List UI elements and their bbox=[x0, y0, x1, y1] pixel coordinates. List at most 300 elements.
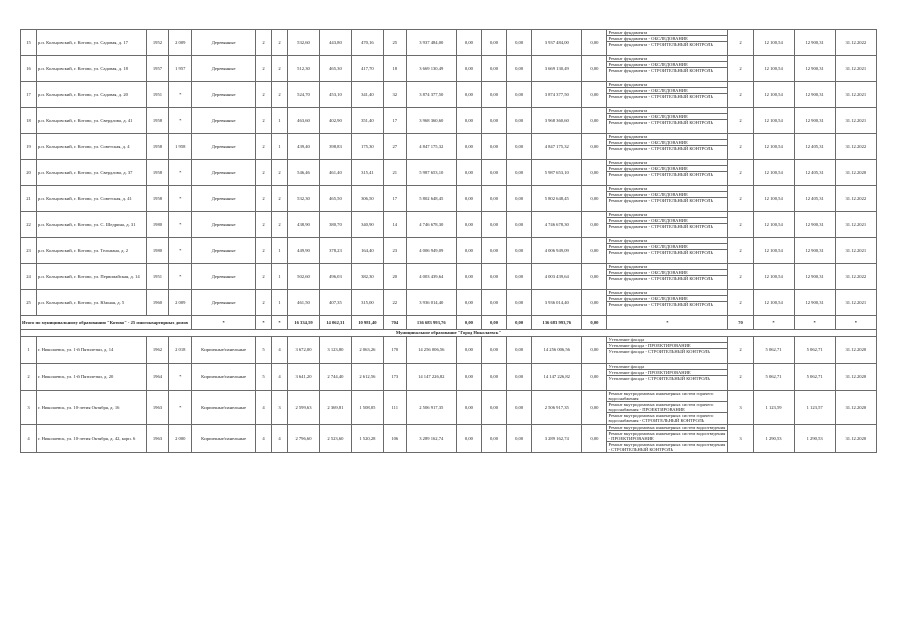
unit-cost-cell: 12 100,54 bbox=[753, 108, 794, 134]
max-unit-cost-cell: 12 900,31 bbox=[794, 238, 835, 264]
cost-total-cell: 3 874 377,50 bbox=[406, 82, 456, 108]
city-rows bbox=[21, 337, 877, 453]
nonres-area-cell: 417,70 bbox=[351, 56, 383, 82]
unit-cost-cell: 12 100,54 bbox=[753, 82, 794, 108]
residents-cell: 27 bbox=[383, 134, 406, 160]
unit-cost-cell: 12 100,54 bbox=[753, 290, 794, 316]
work-item: Утепление фасада - СТРОИТЕЛЬНЫЙ КОНТРОЛЬ bbox=[608, 376, 711, 382]
floors-cell: 2 bbox=[256, 56, 272, 82]
total-works: * bbox=[607, 316, 728, 330]
year-built-cell: 1958 bbox=[146, 108, 169, 134]
cost-total-cell: 3 937 484,00 bbox=[406, 30, 456, 56]
row-number-cell: 17 bbox=[21, 82, 37, 108]
living-area-cell: 496,03 bbox=[319, 264, 351, 290]
residents-cell: 23 bbox=[383, 238, 406, 264]
cost-col-2-cell: 0,00 bbox=[481, 160, 506, 186]
cost-col-4-cell: 0,00 bbox=[582, 290, 607, 316]
total-area-cell: 3 641,20 bbox=[288, 364, 320, 391]
work-item: Ремонт фундамента bbox=[607, 264, 727, 270]
residents-cell: 17 bbox=[383, 108, 406, 134]
cost-total-cell: 2 506 917,35 bbox=[406, 391, 456, 425]
work-item: Утепление фасада - ПРОЕКТИРОВАНИЕ bbox=[607, 343, 727, 349]
units-cell: 2 bbox=[728, 290, 753, 316]
works-list-cell bbox=[607, 337, 728, 364]
cost-total-cell: 4 847 175,32 bbox=[406, 134, 456, 160]
cost-col-4-cell: 0,00 bbox=[582, 212, 607, 238]
wall-material-cell: Кирпичные/панельные bbox=[192, 364, 256, 391]
work-item: Ремонт фундамента bbox=[607, 134, 727, 140]
nonres-area-cell: 1 508,05 bbox=[351, 391, 383, 425]
works-list-cell bbox=[607, 30, 728, 56]
cost-col-1-cell: 0,00 bbox=[456, 108, 481, 134]
cost-col-3-cell: 0,00 bbox=[507, 238, 532, 264]
unit-cost-cell: 12 100,54 bbox=[753, 30, 794, 56]
unit-cost-cell: 12 100,54 bbox=[753, 160, 794, 186]
work-item: Ремонт внутридомовых инженерных систем горячего водоснабжения bbox=[607, 391, 727, 402]
row-number-cell: 19 bbox=[21, 134, 37, 160]
nonres-area-cell: 340,90 bbox=[351, 212, 383, 238]
deadline-cell: 31.12.2020 bbox=[835, 337, 876, 364]
address-cell: р.п. Кольцовский, г. Котово, ул. Советская, д. 41 bbox=[36, 186, 146, 212]
work-item: Ремонт фундамента bbox=[607, 160, 727, 166]
residents-cell: 25 bbox=[383, 30, 406, 56]
cost-col-2-cell: 0,00 bbox=[481, 82, 506, 108]
work-item: Ремонт фундамента bbox=[607, 186, 727, 192]
wall-material-cell: Кирпичные/панельные bbox=[192, 391, 256, 425]
works-stack bbox=[607, 337, 727, 354]
nonres-area-cell: 315,00 bbox=[351, 290, 383, 316]
wall-material-cell: Деревянные bbox=[192, 82, 256, 108]
total-area-cell: 2 599,63 bbox=[288, 391, 320, 425]
year-overhaul-cell: 1 957 bbox=[169, 56, 192, 82]
year-overhaul-cell: 2 018 bbox=[169, 337, 192, 364]
nonres-area-cell: 315,41 bbox=[351, 160, 383, 186]
unit-cost-cell: 12 100,54 bbox=[753, 212, 794, 238]
address-cell: р.п. Кольцовский, г. Котово, ул. Садовая, д. 18 bbox=[36, 56, 146, 82]
table-row bbox=[21, 238, 877, 264]
table-row bbox=[21, 337, 877, 364]
nonres-area-cell: 306,50 bbox=[351, 186, 383, 212]
living-area-cell: 461,40 bbox=[319, 160, 351, 186]
cost-col-1-cell: 0,00 bbox=[456, 364, 481, 391]
living-area-cell: 2 369,81 bbox=[319, 391, 351, 425]
cost-owners-cell: 3 289 162,74 bbox=[532, 424, 582, 452]
nonres-area-cell: 2 612,56 bbox=[351, 364, 383, 391]
works-list-cell bbox=[607, 134, 728, 160]
work-item: Ремонт фундамента bbox=[607, 212, 727, 218]
living-area-cell: 3 123,80 bbox=[319, 337, 351, 364]
total-area-cell: 3 672,00 bbox=[288, 337, 320, 364]
deadline-cell: 31.12.2020 bbox=[835, 160, 876, 186]
address-cell: р.п. Кольцовский, г. Котово, ул. Тельмана, д. 2 bbox=[36, 238, 146, 264]
wall-material-cell: Кирпичные/панельные bbox=[192, 337, 256, 364]
row-number-cell: 18 bbox=[21, 108, 37, 134]
max-unit-cost-cell: 5 062,71 bbox=[794, 337, 835, 364]
cost-col-3-cell: 0,00 bbox=[507, 82, 532, 108]
max-unit-cost-cell: 12 900,31 bbox=[794, 30, 835, 56]
floors-cell: 2 bbox=[256, 264, 272, 290]
cost-col-2-cell: 0,00 bbox=[481, 264, 506, 290]
row-number-cell: 3 bbox=[21, 391, 37, 425]
works-list-cell bbox=[607, 264, 728, 290]
living-area-cell: 402,90 bbox=[319, 108, 351, 134]
work-item: Ремонт фундамента - СТРОИТЕЛЬНЫЙ КОНТРОЛЬ bbox=[608, 42, 714, 48]
table-row bbox=[21, 212, 877, 238]
living-area-cell: 2 744,40 bbox=[319, 364, 351, 391]
work-item: Утепление фасада bbox=[607, 364, 727, 370]
total-nonres-area: 10 981,40 bbox=[351, 316, 383, 330]
works-list-cell bbox=[607, 56, 728, 82]
section-title: Муниципальное образование "Город Николаевск" bbox=[21, 330, 877, 337]
total-area-cell: 463,60 bbox=[288, 108, 320, 134]
row-number-cell: 23 bbox=[21, 238, 37, 264]
cost-col-1-cell: 0,00 bbox=[456, 134, 481, 160]
total-c2: 0,00 bbox=[481, 316, 506, 330]
cost-total-cell: 14 256 006,56 bbox=[406, 337, 456, 364]
works-list-cell bbox=[607, 160, 728, 186]
cost-col-2-cell: 0,00 bbox=[481, 108, 506, 134]
work-item: Ремонт внутридомовых инженерных систем водоотведения bbox=[607, 425, 727, 431]
cost-col-2-cell: 0,00 bbox=[481, 212, 506, 238]
floors-cell: 2 bbox=[256, 82, 272, 108]
table-row bbox=[21, 264, 877, 290]
total-area-cell: 461,50 bbox=[288, 290, 320, 316]
table-row bbox=[21, 30, 877, 56]
cost-col-1-cell: 0,00 bbox=[456, 186, 481, 212]
cost-col-2-cell: 0,00 bbox=[481, 337, 506, 364]
year-built-cell: 1962 bbox=[146, 337, 169, 364]
wall-material-cell: Деревянные bbox=[192, 212, 256, 238]
year-built-cell: 1958 bbox=[146, 186, 169, 212]
entrances-cell: 2 bbox=[272, 160, 288, 186]
units-cell: 2 bbox=[728, 30, 753, 56]
row-number-cell: 15 bbox=[21, 30, 37, 56]
cost-owners-cell: 14 256 006,56 bbox=[532, 337, 582, 364]
cost-col-4-cell: 0,00 bbox=[582, 424, 607, 452]
total-entrances: * bbox=[272, 316, 288, 330]
cost-col-2-cell: 0,00 bbox=[481, 186, 506, 212]
row-number-cell: 4 bbox=[21, 424, 37, 452]
wall-material-cell: Кирпичные/панельные bbox=[192, 424, 256, 452]
row-number-cell: 24 bbox=[21, 264, 37, 290]
table-row bbox=[21, 108, 877, 134]
floors-cell: 2 bbox=[256, 186, 272, 212]
work-item: Ремонт фундамента bbox=[607, 108, 727, 114]
year-built-cell: 1964 bbox=[146, 364, 169, 391]
work-item: Утепление фасада - СТРОИТЕЛЬНЫЙ КОНТРОЛЬ bbox=[608, 349, 711, 355]
work-item: Ремонт внутридомовых инженерных систем горячего водоснабжения - СТРОИТЕЛЬНЫЙ КОНТРОЛЬ bbox=[608, 413, 714, 424]
floors-cell: 2 bbox=[256, 134, 272, 160]
year-overhaul-cell: * bbox=[169, 364, 192, 391]
year-overhaul-cell: * bbox=[169, 82, 192, 108]
living-area-cell: 2 523,60 bbox=[319, 424, 351, 452]
cost-col-4-cell: 0,00 bbox=[582, 82, 607, 108]
deadline-cell: 31.12.2022 bbox=[835, 134, 876, 160]
cost-col-3-cell: 0,00 bbox=[507, 186, 532, 212]
work-item: Ремонт фундамента bbox=[607, 82, 727, 88]
works-stack bbox=[607, 160, 727, 177]
units-cell: 3 bbox=[728, 391, 753, 425]
units-cell: 2 bbox=[728, 264, 753, 290]
total-area-cell: 438,90 bbox=[288, 212, 320, 238]
cost-owners-cell: 5 987 653,10 bbox=[532, 160, 582, 186]
cost-col-2-cell: 0,00 bbox=[481, 424, 506, 452]
entrances-cell: 4 bbox=[272, 424, 288, 452]
work-item: Ремонт внутридомовых инженерных систем горячего водоснабжения - ПРОЕКТИРОВАНИЕ bbox=[607, 402, 727, 413]
cost-owners-cell: 4 006 949,09 bbox=[532, 238, 582, 264]
unit-cost-cell: 12 100,54 bbox=[753, 264, 794, 290]
cost-col-4-cell: 0,00 bbox=[582, 186, 607, 212]
year-overhaul-cell: * bbox=[169, 212, 192, 238]
cost-col-4-cell: 0,00 bbox=[582, 160, 607, 186]
total-area: 16 334,59 bbox=[288, 316, 320, 330]
year-built-cell: 1958 bbox=[146, 134, 169, 160]
entrances-cell: 3 bbox=[272, 391, 288, 425]
cost-col-4-cell: 0,00 bbox=[582, 30, 607, 56]
work-item: Ремонт фундамента - ОБСЛЕДОВАНИЕ bbox=[607, 244, 727, 250]
year-built-cell: 1951 bbox=[146, 82, 169, 108]
address-cell: г. Николаевск, ул. 10-летия Октября, д. 42, корп. 6 bbox=[36, 424, 146, 452]
work-item: Ремонт фундамента - СТРОИТЕЛЬНЫЙ КОНТРОЛЬ bbox=[608, 224, 714, 230]
cost-col-2-cell: 0,00 bbox=[481, 391, 506, 425]
cost-total-cell: 4 003 439,64 bbox=[406, 264, 456, 290]
housing-register-table bbox=[20, 29, 877, 453]
works-list-cell bbox=[607, 238, 728, 264]
max-unit-cost-cell: 1 123,57 bbox=[794, 391, 835, 425]
residents-cell: 173 bbox=[383, 364, 406, 391]
deadline-cell: 31.12.2021 bbox=[835, 56, 876, 82]
row-number-cell: 16 bbox=[21, 56, 37, 82]
cost-col-2-cell: 0,00 bbox=[481, 364, 506, 391]
table-row bbox=[21, 160, 877, 186]
entrances-cell: 2 bbox=[272, 56, 288, 82]
cost-col-3-cell: 0,00 bbox=[507, 134, 532, 160]
cost-total-cell: 5 987 653,10 bbox=[406, 160, 456, 186]
cost-owners-cell: 3 937 484,00 bbox=[532, 30, 582, 56]
entrances-cell: 1 bbox=[272, 264, 288, 290]
total-max-cost: * bbox=[794, 316, 835, 330]
work-item: Ремонт фундамента - ОБСЛЕДОВАНИЕ bbox=[607, 192, 727, 198]
year-overhaul-cell: * bbox=[169, 264, 192, 290]
cost-col-3-cell: 0,00 bbox=[507, 290, 532, 316]
work-item: Ремонт фундамента - СТРОИТЕЛЬНЫЙ КОНТРОЛЬ bbox=[608, 146, 714, 152]
total-area-cell: 532,30 bbox=[288, 186, 320, 212]
entrances-cell: 2 bbox=[272, 186, 288, 212]
nonres-area-cell: 351,40 bbox=[351, 108, 383, 134]
total-area-cell: 449,90 bbox=[288, 238, 320, 264]
max-unit-cost-cell: 1 290,53 bbox=[794, 424, 835, 452]
nonres-area-cell: 470,16 bbox=[351, 30, 383, 56]
wall-material-cell: Деревянные bbox=[192, 56, 256, 82]
total-wall: * bbox=[192, 316, 256, 330]
max-unit-cost-cell: 12 900,31 bbox=[794, 108, 835, 134]
total-row bbox=[21, 316, 877, 330]
wall-material-cell: Деревянные bbox=[192, 264, 256, 290]
address-cell: г. Николаевск, ул. 10-летия Октября, д. 16 bbox=[36, 391, 146, 425]
residents-cell: 106 bbox=[383, 424, 406, 452]
table-row bbox=[21, 364, 877, 391]
cost-col-1-cell: 0,00 bbox=[456, 82, 481, 108]
floors-cell: 2 bbox=[256, 212, 272, 238]
cost-owners-cell: 4 746 678,30 bbox=[532, 212, 582, 238]
works-list-cell bbox=[607, 364, 728, 391]
cost-col-1-cell: 0,00 bbox=[456, 56, 481, 82]
deadline-cell: 31.12.2021 bbox=[835, 212, 876, 238]
section-row bbox=[21, 330, 877, 337]
table-row bbox=[21, 186, 877, 212]
year-overhaul-cell: * bbox=[169, 238, 192, 264]
residents-cell: 21 bbox=[383, 160, 406, 186]
row-number-cell: 25 bbox=[21, 290, 37, 316]
works-list-cell bbox=[607, 290, 728, 316]
residents-cell: 17 bbox=[383, 186, 406, 212]
total-living-area: 14 062,31 bbox=[319, 316, 351, 330]
units-cell: 2 bbox=[728, 364, 753, 391]
unit-cost-cell: 12 100,54 bbox=[753, 134, 794, 160]
year-overhaul-cell: 1 958 bbox=[169, 134, 192, 160]
cost-col-1-cell: 0,00 bbox=[456, 212, 481, 238]
year-overhaul-cell: 2 009 bbox=[169, 290, 192, 316]
floors-cell: 2 bbox=[256, 30, 272, 56]
total-area-cell: 532,60 bbox=[288, 30, 320, 56]
unit-cost-cell: 5 062,71 bbox=[753, 364, 794, 391]
unit-cost-cell: 1 290,53 bbox=[753, 424, 794, 452]
register-sheet bbox=[20, 29, 877, 453]
nonres-area-cell: 2 063,26 bbox=[351, 337, 383, 364]
floors-cell: 2 bbox=[256, 160, 272, 186]
work-item: Ремонт фундамента - СТРОИТЕЛЬНЫЙ КОНТРОЛЬ bbox=[608, 302, 714, 308]
works-stack bbox=[607, 56, 727, 73]
work-item: Ремонт фундамента - СТРОИТЕЛЬНЫЙ КОНТРОЛЬ bbox=[608, 250, 714, 256]
max-unit-cost-cell: 5 062,71 bbox=[794, 364, 835, 391]
floors-cell: 2 bbox=[256, 290, 272, 316]
cost-col-3-cell: 0,00 bbox=[507, 212, 532, 238]
works-stack bbox=[607, 82, 727, 99]
total-area-cell: 512,30 bbox=[288, 56, 320, 82]
year-overhaul-cell: * bbox=[169, 186, 192, 212]
total-floors: * bbox=[256, 316, 272, 330]
total-residents: 704 bbox=[383, 316, 406, 330]
wall-material-cell: Деревянные bbox=[192, 238, 256, 264]
table-row bbox=[21, 82, 877, 108]
living-area-cell: 380,70 bbox=[319, 212, 351, 238]
units-cell: 2 bbox=[728, 56, 753, 82]
deadline-cell: 31.12.2022 bbox=[835, 30, 876, 56]
cost-col-1-cell: 0,00 bbox=[456, 30, 481, 56]
year-built-cell: 1980 bbox=[146, 238, 169, 264]
work-item: Утепление фасада - ПРОЕКТИРОВАНИЕ bbox=[607, 370, 727, 376]
cost-col-4-cell: 0,00 bbox=[582, 108, 607, 134]
wall-material-cell: Деревянные bbox=[192, 186, 256, 212]
works-stack bbox=[607, 238, 727, 255]
living-area-cell: 465,50 bbox=[319, 186, 351, 212]
work-item: Ремонт фундамента - СТРОИТЕЛЬНЫЙ КОНТРОЛЬ bbox=[608, 198, 714, 204]
total-units: 70 bbox=[728, 316, 753, 330]
cost-col-4-cell: 0,00 bbox=[582, 391, 607, 425]
settlement-rows bbox=[21, 30, 877, 316]
deadline-cell: 31.12.2021 bbox=[835, 108, 876, 134]
units-cell: 3 bbox=[728, 424, 753, 452]
works-list-cell bbox=[607, 82, 728, 108]
cost-col-1-cell: 0,00 bbox=[456, 337, 481, 364]
deadline-cell: 31.12.2022 bbox=[835, 186, 876, 212]
deadline-cell: 31.12.2020 bbox=[835, 424, 876, 452]
floors-cell: 4 bbox=[256, 391, 272, 425]
work-item: Ремонт внутридомовых инженерных систем водоотведения - СТРОИТЕЛЬНЫЙ КОНТРОЛЬ bbox=[608, 441, 726, 452]
cost-owners-cell: 4 847 175,32 bbox=[532, 134, 582, 160]
table-row bbox=[21, 134, 877, 160]
cost-owners-cell: 2 506 917,35 bbox=[532, 391, 582, 425]
unit-cost-cell: 5 062,71 bbox=[753, 337, 794, 364]
year-built-cell: 1951 bbox=[146, 264, 169, 290]
total-area-cell: 439,40 bbox=[288, 134, 320, 160]
work-item: Ремонт фундамента - СТРОИТЕЛЬНЫЙ КОНТРОЛЬ bbox=[608, 120, 714, 126]
max-unit-cost-cell: 12 900,31 bbox=[794, 56, 835, 82]
address-cell: р.п. Кольцовский, г. Котово, ул. Садовая, д. 20 bbox=[36, 82, 146, 108]
works-stack bbox=[607, 425, 727, 452]
work-item: Ремонт фундамента - ОБСЛЕДОВАНИЕ bbox=[607, 114, 727, 120]
works-list-cell bbox=[607, 424, 728, 452]
unit-cost-cell: 12 100,54 bbox=[753, 56, 794, 82]
max-unit-cost-cell: 12 900,31 bbox=[794, 264, 835, 290]
cost-owners-cell: 3 874 377,50 bbox=[532, 82, 582, 108]
deadline-cell: 31.12.2022 bbox=[835, 264, 876, 290]
deadline-cell: 31.12.2020 bbox=[835, 391, 876, 425]
units-cell: 2 bbox=[728, 212, 753, 238]
entrances-cell: 1 bbox=[272, 238, 288, 264]
living-area-cell: 465,30 bbox=[319, 56, 351, 82]
residents-cell: 22 bbox=[383, 290, 406, 316]
work-item: Ремонт внутридомовых инженерных систем водоотведения - ПРОЕКТИРОВАНИЕ bbox=[607, 431, 727, 442]
cost-col-3-cell: 0,00 bbox=[507, 364, 532, 391]
works-stack bbox=[607, 134, 727, 151]
cost-col-2-cell: 0,00 bbox=[481, 238, 506, 264]
entrances-cell: 2 bbox=[272, 82, 288, 108]
wall-material-cell: Деревянные bbox=[192, 30, 256, 56]
total-label: Итого по муниципальному образованию "Котово" - 25 многоквартирных домов bbox=[21, 316, 192, 330]
floors-cell: 2 bbox=[256, 108, 272, 134]
wall-material-cell: Деревянные bbox=[192, 134, 256, 160]
address-cell: р.п. Кольцовский, г. Котово, ул. Первомайская, д. 14 bbox=[36, 264, 146, 290]
floors-cell: 5 bbox=[256, 337, 272, 364]
table-row bbox=[21, 56, 877, 82]
floors-cell: 5 bbox=[256, 364, 272, 391]
works-stack bbox=[607, 290, 727, 307]
cost-owners-cell: 3 936 014,40 bbox=[532, 290, 582, 316]
address-cell: р.п. Кольцовский, г. Котово, ул. Советская, д. 4 bbox=[36, 134, 146, 160]
year-built-cell: 1957 bbox=[146, 56, 169, 82]
entrances-cell: 4 bbox=[272, 364, 288, 391]
residents-cell: 170 bbox=[383, 337, 406, 364]
address-cell: г. Николаевск, ул. 1-й Пятилетки, д. 14 bbox=[36, 337, 146, 364]
nonres-area-cell: 164,40 bbox=[351, 238, 383, 264]
living-area-cell: 453,10 bbox=[319, 82, 351, 108]
works-stack bbox=[607, 391, 727, 424]
residents-cell: 111 bbox=[383, 391, 406, 425]
works-stack bbox=[607, 108, 727, 125]
cost-col-4-cell: 0,00 bbox=[582, 56, 607, 82]
cost-col-4-cell: 0,00 bbox=[582, 337, 607, 364]
year-overhaul-cell: * bbox=[169, 391, 192, 425]
work-item: Ремонт фундамента bbox=[607, 290, 727, 296]
table-row bbox=[21, 290, 877, 316]
cost-owners-cell: 3 669 130,49 bbox=[532, 56, 582, 82]
total-cost-owners: 136 683 993,76 bbox=[532, 316, 582, 330]
row-number-cell: 21 bbox=[21, 186, 37, 212]
cost-col-4-cell: 0,00 bbox=[582, 238, 607, 264]
cost-col-1-cell: 0,00 bbox=[456, 238, 481, 264]
address-cell: г. Николаевск, ул. 1-й Пятилетки, д. 20 bbox=[36, 364, 146, 391]
